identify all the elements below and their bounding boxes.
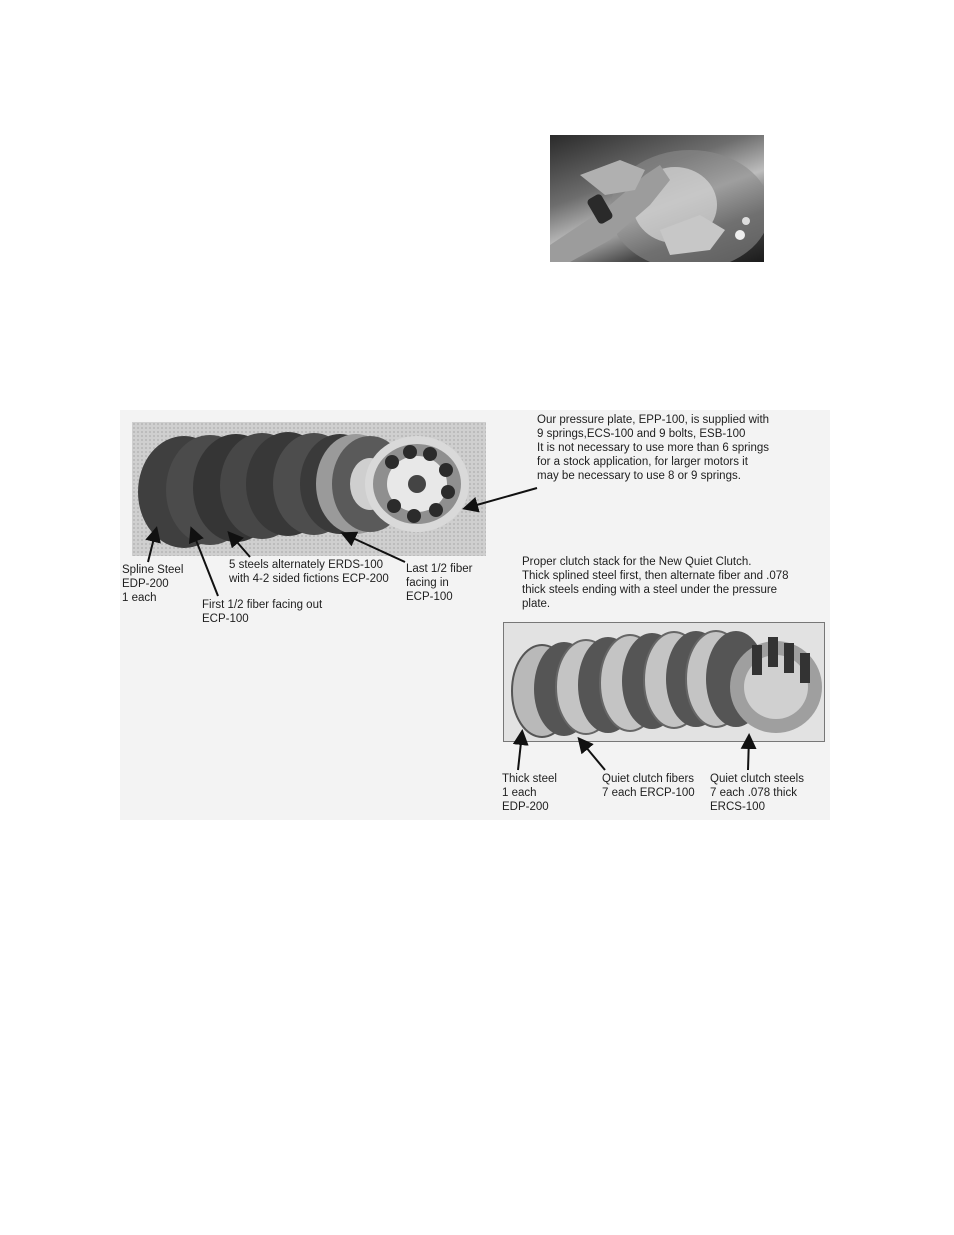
arrow-quiet-fibers [580, 740, 605, 770]
proper-stack-caption: Proper clutch stack for the New Quiet Clutch. Thick splined steel first, then alternate fiber and .078 thick steels ending with a steel under the pressure plate. [522, 556, 789, 610]
arrow-spline-steel [148, 530, 156, 562]
five-steels-caption: 5 steels alternately ERDS-100 with 4-2 sided fictions ECP-200 [229, 559, 389, 585]
quiet-fibers-caption: Quiet clutch fibers 7 each ERCP-100 [602, 773, 695, 799]
arrow-last-fiber [344, 534, 405, 562]
thick-steel-caption: Thick steel 1 each EDP-200 [502, 773, 557, 813]
arrow-quiet-steels [748, 737, 749, 770]
quiet-steels-caption: Quiet clutch steels 7 each .078 thick ERCS-100 [710, 773, 804, 813]
arrow-five-steels [230, 534, 250, 557]
arrow-thick-steel [518, 733, 522, 770]
arrow-pressure-plate [466, 488, 537, 508]
last-fiber-caption: Last 1/2 fiber facing in ECP-100 [406, 563, 473, 603]
pressure-plate-caption: Our pressure plate, EPP-100, is supplied with 9 springs,ECS-100 and 9 bolts, ESB-100 It is not necessary to use more than 6 springs for a stock application, for larger motors it may be necessary to use 8 or 9 springs. [537, 414, 770, 482]
spline-steel-caption: Spline Steel EDP-200 1 each [122, 564, 184, 604]
arrow-first-fiber [192, 530, 218, 596]
first-fiber-caption: First 1/2 fiber facing out ECP-100 [202, 599, 323, 625]
